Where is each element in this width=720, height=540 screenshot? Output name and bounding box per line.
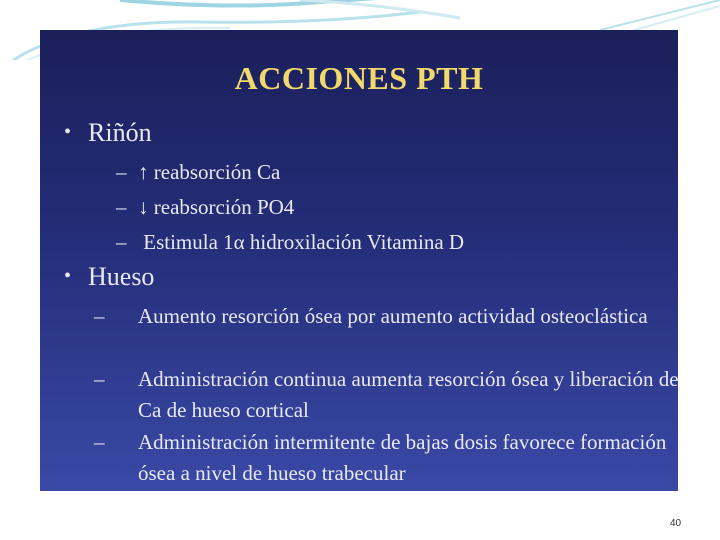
section-heading-text: Hueso [88, 262, 155, 291]
list-item [94, 301, 698, 332]
dash-marker: – [116, 195, 127, 219]
dash-marker: – [94, 304, 105, 328]
slide-title: ACCIONES PTH [234, 60, 484, 96]
arrow-up-icon: ↑ [138, 160, 149, 184]
bullet-icon: • [64, 265, 72, 287]
list-item [116, 227, 676, 258]
list-item-text: Administración intermitente de bajas dosis favorece formación ósea a nivel de hueso trabecular [138, 430, 667, 485]
list-item-text: reabsorción PO4 [148, 195, 295, 219]
list-item-text: Aumento resorción ósea por aumento actividad osteoclástica [138, 304, 648, 328]
arrow-down-icon: ↓ [138, 195, 149, 219]
slide-panel [40, 30, 678, 491]
list-item [116, 157, 676, 188]
dash-marker: – [94, 367, 105, 391]
dash-marker: – [116, 160, 127, 184]
bullet-icon: • [64, 121, 72, 143]
list-item [94, 427, 698, 489]
dash-marker: – [116, 230, 127, 254]
list-item-text: Estimula 1α hidroxilación Vitamina D [138, 230, 465, 254]
list-item [94, 364, 698, 426]
list-item-text: reabsorción Ca [148, 160, 281, 184]
page-number: 40 [670, 518, 682, 529]
list-item [116, 192, 676, 223]
section-heading-hueso [64, 262, 154, 292]
dash-marker: – [94, 430, 105, 454]
section-heading-rinon [64, 118, 152, 148]
section-heading-text: Riñón [88, 118, 152, 147]
list-item-text: Administración continua aumenta resorción ósea y liberación de Ca de hueso cortical [138, 367, 679, 422]
